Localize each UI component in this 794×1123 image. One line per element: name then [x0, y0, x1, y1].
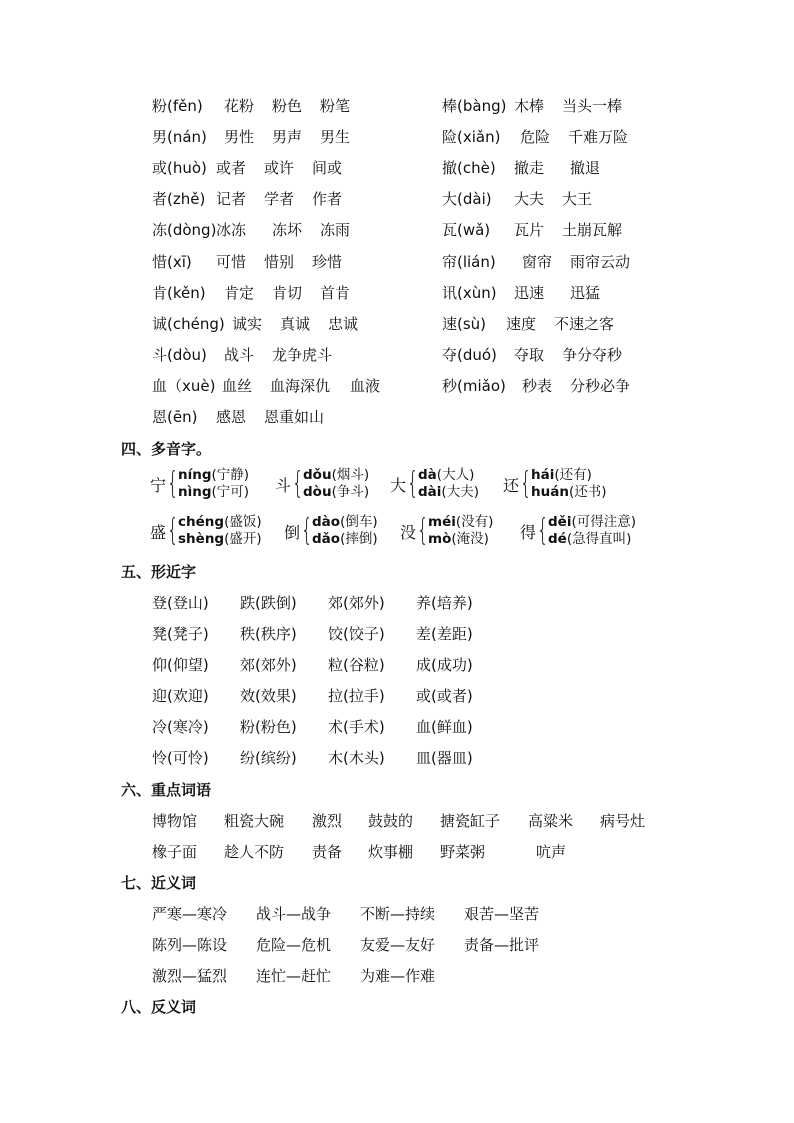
vocab-row: 冻(dòng)冰冻 冻坏 冻雨: [152, 221, 351, 239]
vocab-row: 速(sù) 速度 不速之客: [442, 315, 615, 333]
polyphonic-item: 没 { méi(没有) mò(淹没): [400, 513, 494, 548]
vocab-row: 诚(chéng) 诚实 真诚 忠诚: [152, 315, 359, 333]
vocab-row: 大(dài) 大夫 大王: [442, 190, 593, 208]
similar-chars-row: 冷(寒冷) 粉(粉色) 术(手术) 血(鲜血): [152, 718, 473, 736]
polyphonic-item: 盛 { chéng(盛饭) shèng(盛开): [150, 513, 262, 548]
vocab-row: 男(nán) 男性 男声 男生: [152, 128, 351, 146]
vocab-row: 恩(ēn) 感恩 恩重如山: [152, 408, 325, 426]
section-heading-synonyms: 七、近义词: [121, 874, 197, 892]
brace-icon: {: [167, 466, 179, 501]
key-words-row: 博物馆 粗瓷大碗 激烈 鼓鼓的 搪瓷缸子 高粱米 病号灶: [152, 812, 646, 830]
brace-icon: {: [301, 513, 313, 548]
synonyms-row: 激烈—猛烈 连忙—赶忙 为难—作难: [152, 967, 436, 985]
vocab-row: 斗(dòu) 战斗 龙争虎斗: [152, 346, 333, 364]
similar-chars-row: 仰(仰望) 郊(郊外) 粒(谷粒) 成(成功): [152, 656, 473, 674]
polyphonic-item: 宁 { níng(宁静) nìng(宁可): [150, 466, 250, 501]
synonyms-row: 陈列—陈设 危险—危机 友爱—友好 责备—批评: [152, 936, 540, 954]
vocab-row: 肯(kěn) 肯定 肯切 首肯: [152, 284, 351, 302]
similar-chars-row: 怜(可怜) 纷(缤纷) 木(木头) 皿(器皿): [152, 749, 473, 767]
vocab-row: 讯(xùn) 迅速 迅猛: [442, 284, 601, 302]
polyphonic-item: 还 { hái(还有) huán(还书): [503, 466, 607, 501]
section-heading-antonyms: 八、反义词: [121, 998, 197, 1016]
brace-icon: {: [407, 466, 419, 501]
vocab-row: 夺(duó) 夺取 争分夺秒: [442, 346, 623, 364]
polyphonic-item: 倒 { dào(倒车) dǎo(摔倒): [284, 513, 378, 548]
vocab-row: 棒(bàng) 木棒 当头一棒: [442, 97, 623, 115]
section-heading-key-words: 六、重点词语: [121, 781, 212, 799]
vocab-row: 撤(chè) 撤走 撤退: [442, 159, 601, 177]
vocab-row: 或(huò) 或者 或许 间或: [152, 159, 343, 177]
similar-chars-row: 凳(凳子) 秩(秩序) 饺(饺子) 差(差距): [152, 625, 473, 643]
section-heading-similar-chars: 五、形近字: [121, 563, 197, 581]
vocab-row: 惜(xī) 可惜 惜别 珍惜: [152, 253, 343, 271]
synonyms-row: 严寒—寒冷 战斗—战争 不断—持续 艰苦—坚苦: [152, 905, 540, 923]
similar-chars-row: 迎(欢迎) 效(效果) 拉(拉手) 或(或者): [152, 687, 473, 705]
section-heading-polyphonic: 四、多音字。: [121, 440, 212, 458]
polyphonic-item: 斗 { dǒu(烟斗) dòu(争斗): [275, 466, 370, 501]
brace-icon: {: [167, 513, 179, 548]
key-words-row: 橡子面 趁人不防 责备 炊事棚 野菜粥 吭声: [152, 843, 567, 861]
vocab-row: 粉(fěn) 花粉 粉色 粉笔: [152, 97, 351, 115]
polyphonic-item: 大 { dà(大人) dài(大夫): [390, 466, 479, 501]
brace-icon: {: [537, 513, 549, 548]
vocab-row: 瓦(wǎ) 瓦片 土崩瓦解: [442, 221, 623, 239]
brace-icon: {: [292, 466, 304, 501]
brace-icon: {: [520, 466, 532, 501]
vocab-row: 秒(miǎo) 秒表 分秒必争: [442, 377, 631, 395]
vocab-row: 险(xiǎn) 危险 千难万险: [442, 128, 629, 146]
polyphonic-item: 得 { děi(可得注意) dé(急得直叫): [520, 513, 637, 548]
vocab-row: 血（xuè) 血丝 血海深仇 血液: [152, 377, 381, 395]
brace-icon: {: [417, 513, 429, 548]
vocab-row: 者(zhě) 记者 学者 作者: [152, 190, 343, 208]
similar-chars-row: 登(登山) 跌(跌倒) 郊(郊外) 养(培养): [152, 594, 473, 612]
vocab-row: 帘(lián) 窗帘 雨帘云动: [442, 253, 631, 271]
